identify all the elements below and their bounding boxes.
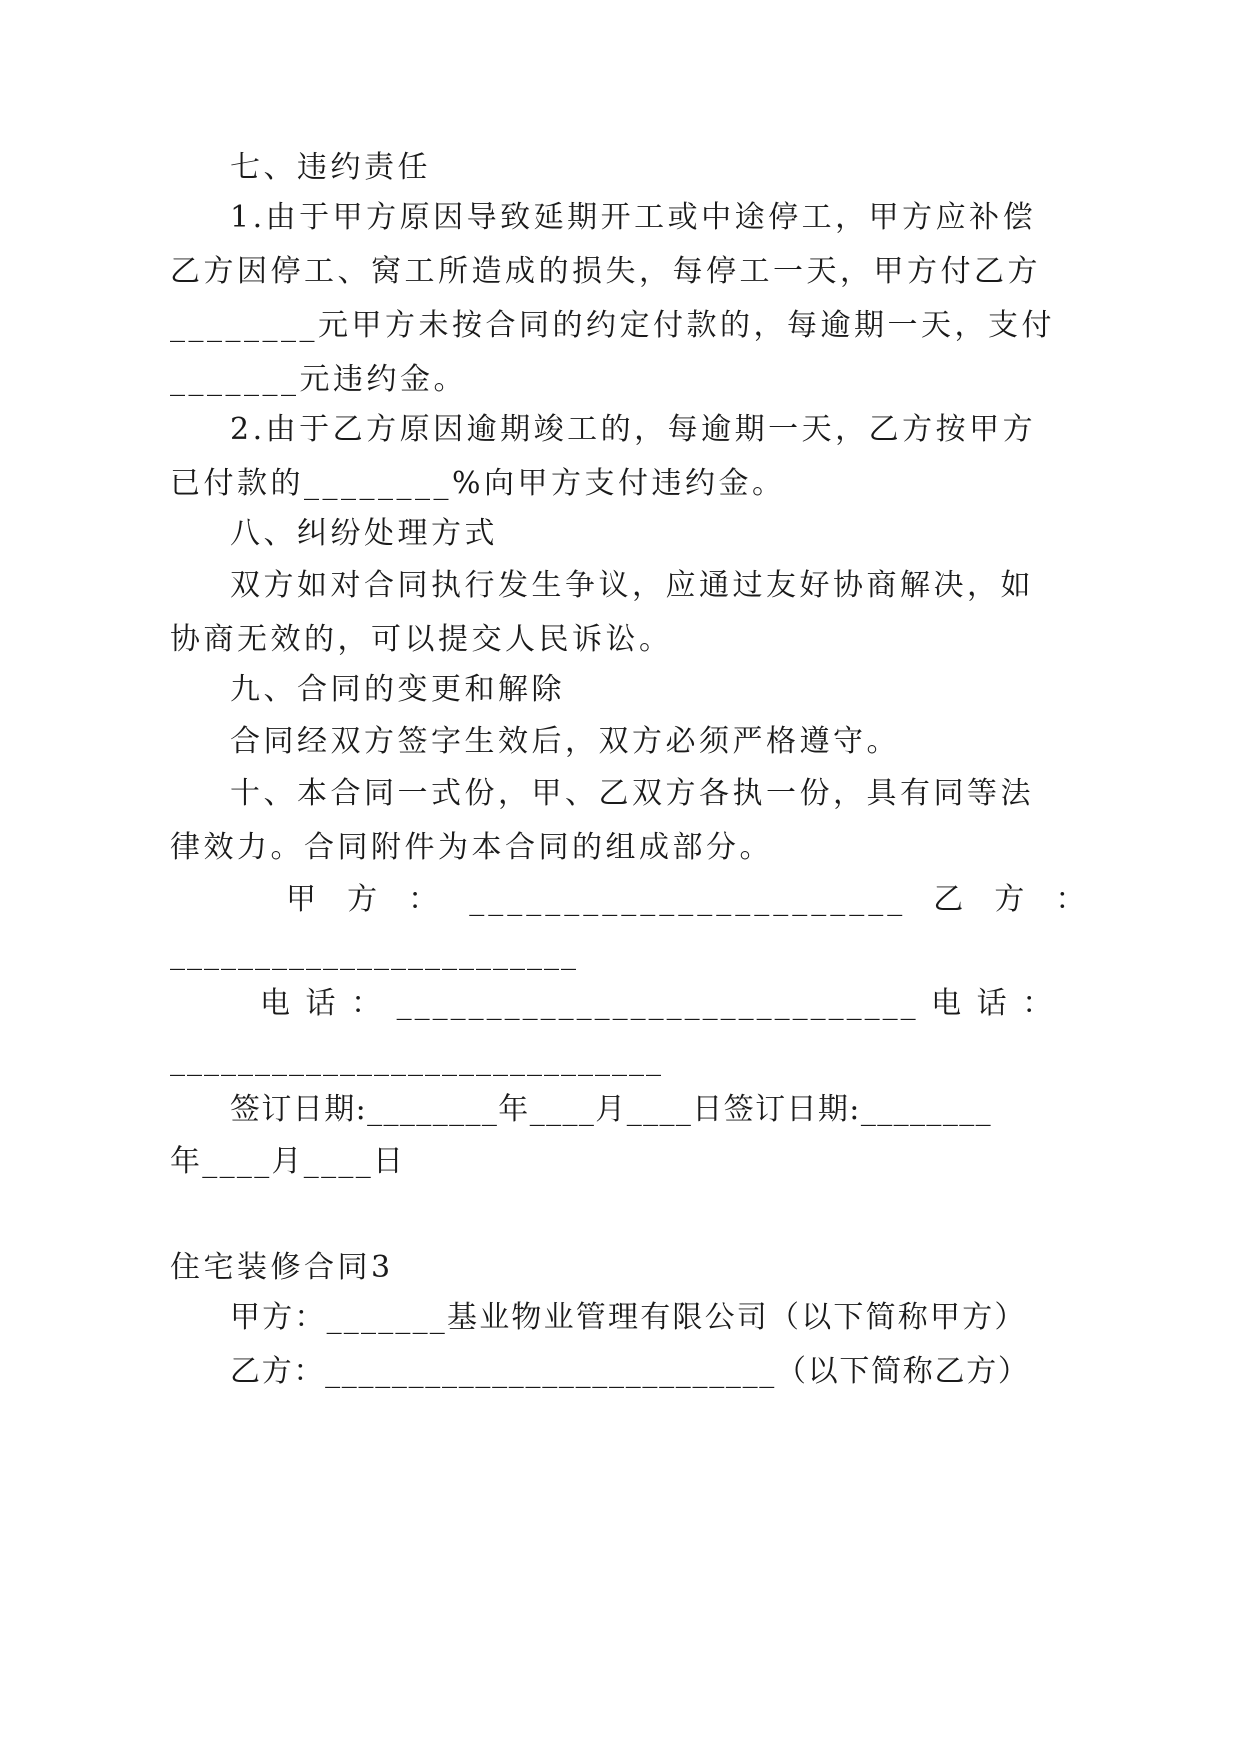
section-8-heading: 八、纠纷处理方式 (230, 516, 498, 551)
paragraph-line: 合同经双方签字生效后，双方必须严格遵守。 (230, 724, 900, 759)
section-10-paragraph: 十、本合同一式份，甲、乙双方各执一份，具有同等法 (230, 776, 1034, 811)
phone-blank-line: _____________________________ (170, 1042, 663, 1077)
paragraph-line: 协商无效的，可以提交人民诉讼。 (170, 622, 673, 657)
contract-3-title: 住宅装修合同3 (170, 1250, 394, 1285)
paragraph-line: 2.由于乙方原因逾期竣工的，每逾期一天，乙方按甲方 (230, 412, 1037, 447)
party-b-line: 乙方：___________________________（以下简称乙方） (230, 1354, 1030, 1389)
section-7-heading: 七、违约责任 (230, 150, 431, 185)
sign-date-line: 签订日期:________年____月____日签订日期:________ (230, 1092, 993, 1127)
paragraph-line: 乙方因停工、窝工所造成的损失，每停工一天，甲方付乙方 (170, 254, 1041, 289)
party-a-b-signature-line: 甲 方 ： _______________________ 乙 方 ： (286, 882, 1090, 917)
paragraph-line: 律效力。合同附件为本合同的组成部分。 (170, 830, 773, 865)
paragraph-line: 已付款的________%向甲方支付违约金。 (170, 466, 786, 501)
phone-line: 电 话 ： _____________________________ 电 话 ： (260, 986, 1056, 1021)
signature-blank-line: ________________________ (170, 936, 578, 971)
paragraph-line: _______元违约金。 (170, 362, 467, 397)
paragraph-line: 1.由于甲方原因导致延期开工或中途停工，甲方应补偿 (230, 200, 1037, 235)
paragraph-line: ________元甲方未按合同的约定付款的，每逾期一天，支付 (170, 308, 1055, 343)
party-a-line: 甲方：_______基业物业管理有限公司（以下简称甲方） (230, 1300, 1027, 1335)
paragraph-line: 双方如对合同执行发生争议，应通过友好协商解决，如 (230, 568, 1034, 603)
section-9-heading: 九、合同的变更和解除 (230, 672, 565, 707)
sign-date-line-continued: 年____月____日 (170, 1144, 406, 1179)
